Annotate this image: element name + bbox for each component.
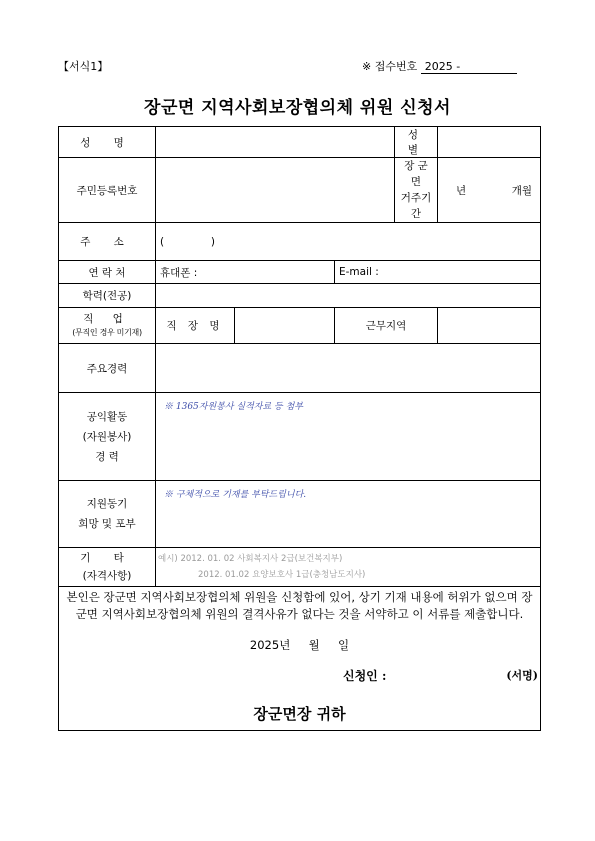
qualification-hint-1: 예시) 2012. 01. 02 사회복지사 2급(보건복지부) <box>158 554 343 564</box>
address-field[interactable]: ( ) <box>156 223 541 261</box>
motive-note: ※ 구체적으로 기재를 부탁드립니다. <box>164 490 307 500</box>
resident-id-field[interactable] <box>156 158 395 223</box>
job-label: 직 업 (무직인 경우 미기재) <box>59 308 156 344</box>
education-field[interactable] <box>156 284 541 308</box>
career-field[interactable] <box>156 344 541 393</box>
motive-label: 지원동기 희망 및 포부 <box>59 481 156 548</box>
name-field[interactable] <box>156 127 395 158</box>
resident-id-label: 주민등록번호 <box>59 158 156 223</box>
qualification-field[interactable] <box>156 548 541 587</box>
workplace-field[interactable] <box>235 308 335 344</box>
work-area-field[interactable] <box>438 308 541 344</box>
application-date: 2025년 월 일 <box>249 638 350 652</box>
address-label: 주 소 <box>59 223 156 261</box>
applicant-label: 신청인 : <box>343 669 387 683</box>
receipt-number <box>362 58 517 74</box>
residence-period-field[interactable] <box>438 158 541 223</box>
job-note: (무직인 경우 미기재) <box>72 327 142 337</box>
gender-field[interactable] <box>438 127 541 158</box>
motive-field[interactable] <box>156 481 541 548</box>
residence-month-unit: 개월 <box>511 184 532 197</box>
email-field[interactable]: E-mail : <box>335 261 541 284</box>
career-label: 주요경력 <box>59 344 156 393</box>
public-activity-field[interactable] <box>156 393 541 481</box>
name-label: 성 명 <box>59 127 156 158</box>
receipt-label: ※ 접수번호 <box>362 60 418 73</box>
pledge-text: 본인은 장군면 지역사회보장협의체 위원을 신청함에 있어, 상기 기재 내용에 허위가 없으며 장군면 지역사회보장협의체 위원의 결격사유가 없다는 것을 서약하고 이 서류를 제출합니다. <box>66 590 533 621</box>
form-number: 【서식1】 <box>58 60 109 73</box>
mobile-field[interactable]: 휴대폰 : <box>156 261 335 284</box>
workplace-label: 직 장 명 <box>156 308 235 344</box>
receipt-value[interactable]: 2025 - <box>421 60 517 74</box>
qualification-label: 기 타 (자격사항) <box>59 548 156 587</box>
residence-period-label: 장 군 면 거주기간 <box>395 158 438 223</box>
residence-year-unit: 년 <box>456 184 467 197</box>
page-title: 장군면 지역사회보장협의체 위원 신청서 <box>144 98 451 118</box>
public-activity-label: 공익활동 (자원봉사) 경 력 <box>59 393 156 481</box>
gender-label: 성 별 <box>395 127 438 158</box>
signature-label: (서명) <box>506 669 538 682</box>
contact-label: 연 락 처 <box>59 261 156 284</box>
recipient: 장군면장 귀하 <box>253 705 346 723</box>
application-table <box>58 126 541 731</box>
pledge-section <box>59 587 541 731</box>
qualification-hint-2: 2012. 01.02 요양보호사 1급(충청남도지사) <box>198 570 366 580</box>
education-label: 학력(전공) <box>59 284 156 308</box>
public-activity-note: ※ 1365자원봉사 실적자료 등 첨부 <box>164 402 303 412</box>
work-area-label: 근무지역 <box>335 308 438 344</box>
